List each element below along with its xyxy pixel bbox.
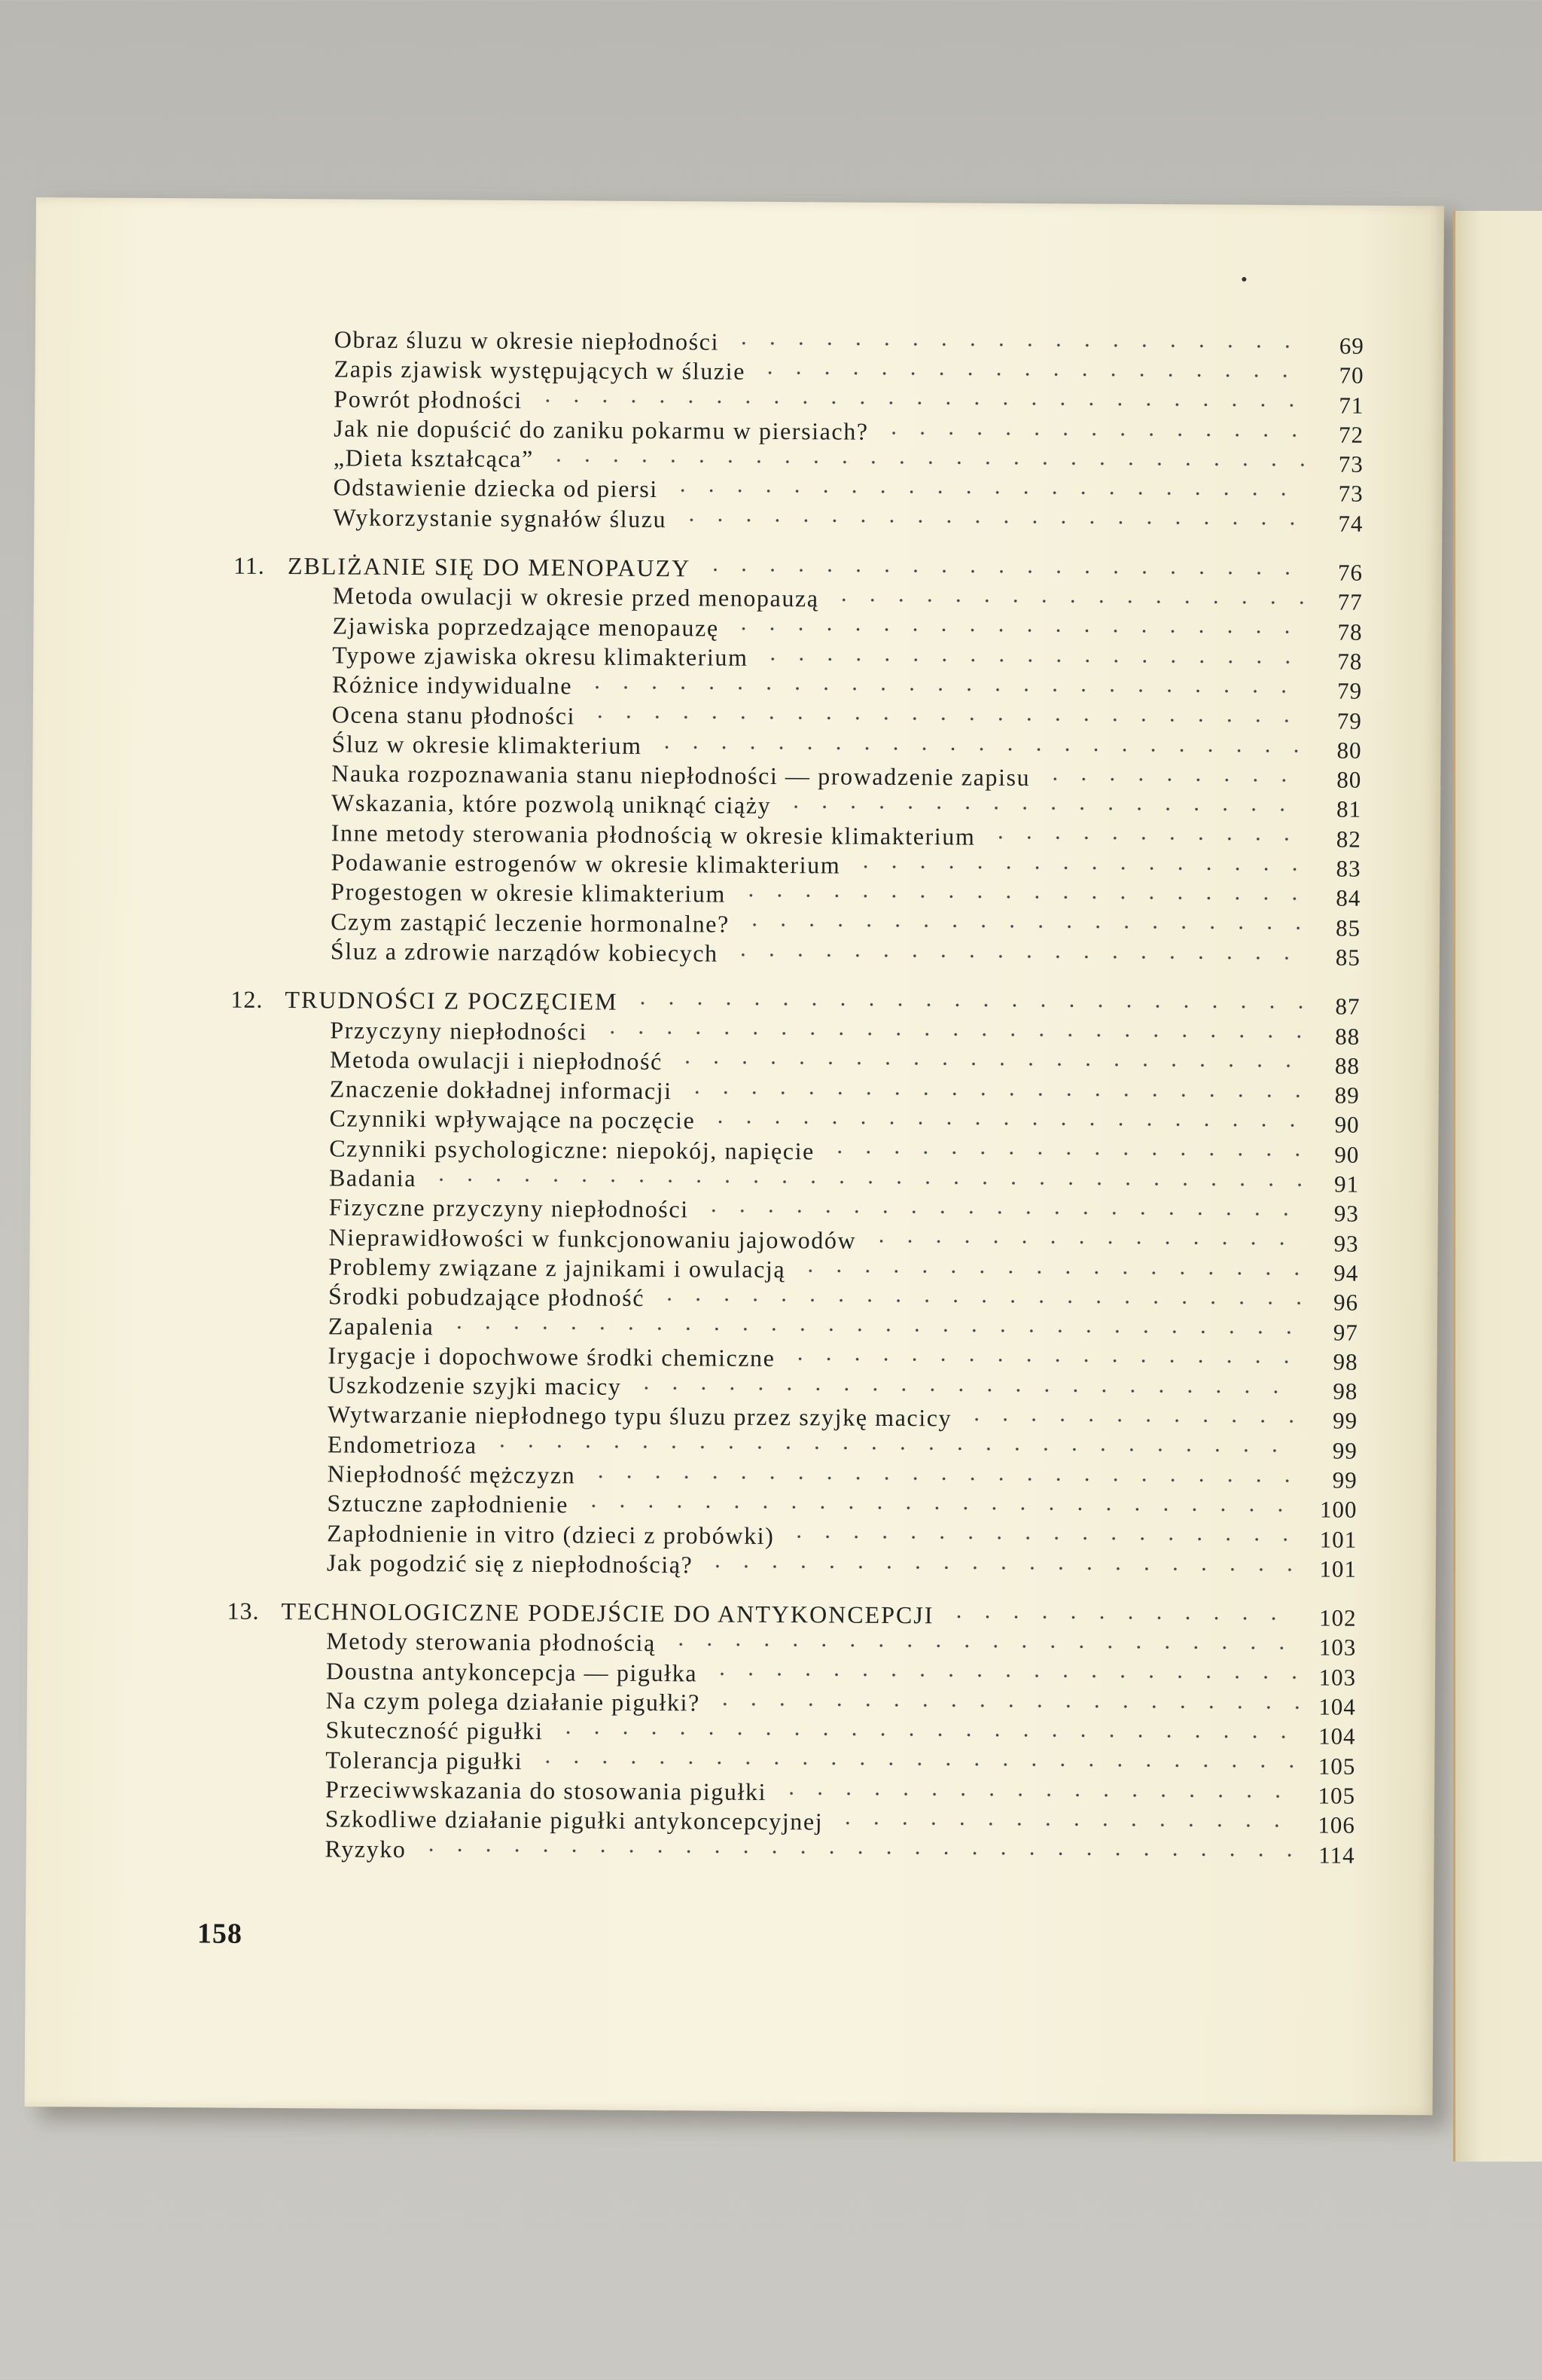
entry-title: Zapis zjawisk występujących w śluzie — [334, 355, 746, 386]
dot-leader — [583, 682, 1306, 696]
entry-page-number: 81 — [1336, 796, 1362, 823]
chapter-section — [227, 986, 1361, 1585]
entry-page-number: 84 — [1336, 884, 1361, 912]
entry-page-number: 90 — [1334, 1141, 1360, 1168]
dot-leader — [655, 1295, 1303, 1307]
table-of-contents — [225, 325, 1364, 1890]
entry-title: Irygacje i dopochwowe środki chemiczne — [328, 1341, 776, 1372]
entry-title: Zjawiska poprzedzające menopauzę — [332, 612, 719, 642]
chapter-number: 13. — [227, 1597, 260, 1625]
dot-leader — [628, 999, 1304, 1012]
entry-title: Sztuczne zapłodnienie — [327, 1489, 569, 1518]
dot-leader — [705, 1118, 1303, 1130]
dot-leader — [488, 1442, 1302, 1456]
entry-page-number: 96 — [1333, 1289, 1359, 1316]
ink-speck — [1242, 277, 1246, 282]
dot-leader — [867, 1237, 1303, 1249]
entry-page-number: 90 — [1334, 1111, 1360, 1139]
entry-title: Podawanie estrogenów w okresie klimakterium — [331, 848, 841, 879]
entry-title: Przeciwwskazania do stosowania pigułki — [325, 1775, 767, 1805]
chapter-section — [225, 1597, 1356, 1871]
entry-page-number: 99 — [1333, 1407, 1358, 1435]
entry-page-number: 102 — [1318, 1604, 1357, 1631]
entry-page-number: 70 — [1339, 362, 1364, 389]
dot-leader — [736, 891, 1306, 904]
dot-leader — [730, 624, 1307, 637]
entry-page-number: 80 — [1336, 766, 1362, 793]
dot-leader — [427, 1175, 1303, 1189]
entry-page-number: 106 — [1318, 1811, 1355, 1838]
entry-title: Inne metody sterowania płodnością w okresie klimakterium — [331, 819, 976, 850]
dot-leader — [699, 1206, 1303, 1219]
entry-title: Śluz a zdrowie narządów kobiecych — [330, 937, 718, 967]
page-number: 158 — [197, 1918, 243, 1950]
entry-page-number: 83 — [1336, 855, 1361, 882]
entry-page-number: 78 — [1337, 648, 1363, 675]
dot-leader — [701, 565, 1307, 578]
entry-title: „Dieta kształcąca” — [333, 444, 534, 473]
dot-leader — [632, 1384, 1302, 1396]
dot-leader — [416, 1845, 1299, 1860]
entry-title: Fizyczne przyczyny niepłodności — [328, 1193, 689, 1223]
entry-title: Uszkodzenie szyjki macicy — [328, 1371, 622, 1400]
dot-leader — [756, 368, 1309, 380]
dot-leader — [677, 516, 1307, 529]
entry-title: Badania — [328, 1164, 417, 1192]
chapter-number: 12. — [230, 985, 264, 1014]
dot-leader — [851, 862, 1305, 874]
dot-leader — [554, 1728, 1300, 1741]
entry-page-number: 79 — [1336, 677, 1363, 705]
toc-entry-row — [227, 1548, 1357, 1584]
dot-leader — [598, 1028, 1304, 1042]
toc-entry-row — [225, 1834, 1355, 1870]
dot-leader — [879, 428, 1309, 439]
dot-leader — [759, 654, 1307, 666]
entry-page-number: 73 — [1338, 450, 1364, 478]
entry-title: Czynniki psychologiczne: niepokój, napięcie — [329, 1134, 815, 1165]
entry-page-number: 79 — [1336, 707, 1362, 734]
entry-page-number: 88 — [1335, 1023, 1361, 1050]
chapter-section — [231, 552, 1363, 973]
dot-leader — [586, 1472, 1301, 1485]
entry-title: Metoda owulacji w okresie przed menopauzą — [332, 581, 819, 612]
entry-title: Nieprawidłowości w funkcjonowaniu jajowodów — [328, 1223, 857, 1254]
entry-page-number: 101 — [1319, 1555, 1358, 1582]
dot-leader — [533, 1757, 1300, 1771]
entry-page-number: 93 — [1333, 1200, 1359, 1228]
entry-title: Jak pogodzić się z niepłodnością? — [326, 1549, 693, 1579]
dot-leader — [711, 1699, 1300, 1712]
entry-title: Śluz w okresie klimakterium — [331, 730, 642, 759]
entry-title: Endometrioza — [327, 1430, 477, 1459]
chapter-number: 11. — [233, 551, 265, 579]
toc-continuation-section — [233, 325, 1364, 539]
dot-leader — [796, 1266, 1303, 1278]
entry-page-number: 105 — [1318, 1753, 1356, 1780]
dot-leader — [785, 1532, 1301, 1544]
dot-leader — [544, 456, 1308, 469]
entry-page-number: 114 — [1318, 1841, 1355, 1869]
entry-title: Problemy związane z jajnikami i owulacją — [328, 1253, 786, 1283]
dot-leader — [579, 1501, 1301, 1515]
entry-title: Odstawienie dziecka od piersi — [333, 473, 658, 503]
entry-title: Metoda owulacji i niepłodność — [329, 1045, 663, 1075]
entry-page-number: 74 — [1338, 510, 1364, 537]
entry-title: Znaczenie dokładnej informacji — [329, 1075, 672, 1105]
entry-title: Szkodliwe działanie pigułki antykoncepcyjnej — [325, 1805, 824, 1835]
entry-page-number: 76 — [1337, 559, 1364, 586]
dot-leader — [777, 1789, 1300, 1801]
entry-page-number: 91 — [1333, 1170, 1360, 1198]
entry-title: Wytwarzanie niepłodnego typu śluzu przez szyjkę macicy — [328, 1400, 952, 1432]
entry-title: Jak nie dopuścić do zaniku pokarmu w piersiach? — [334, 414, 869, 445]
entry-page-number: 88 — [1334, 1052, 1361, 1079]
entry-page-number: 69 — [1339, 332, 1364, 359]
entry-title: Tolerancja pigułki — [325, 1746, 523, 1774]
entry-title: Wykorzystanie sygnałów śluzu — [333, 503, 667, 532]
entry-title: Skuteczność pigułki — [325, 1716, 544, 1745]
toc-entry-row — [231, 937, 1361, 973]
dot-leader — [986, 833, 1305, 844]
entry-page-number: 73 — [1338, 481, 1364, 508]
dot-leader — [830, 595, 1307, 607]
dot-leader — [673, 1058, 1304, 1071]
entry-page-number: 101 — [1319, 1526, 1358, 1553]
entry-title: Na czym polega działanie pigułki? — [325, 1686, 700, 1716]
dot-leader — [669, 486, 1308, 499]
entry-title: Powrót płodności — [334, 385, 523, 413]
dot-leader — [944, 1612, 1300, 1623]
entry-page-number: 100 — [1319, 1496, 1358, 1524]
entry-title: Typowe zjawiska okresu klimakterium — [332, 641, 748, 671]
entry-title: Metody sterowania płodnością — [326, 1627, 657, 1657]
entry-title: Nauka rozpoznawania stanu niepłodności — prowadzenie zapisu — [331, 759, 1031, 792]
dot-leader — [730, 338, 1309, 351]
facing-page-edge — [1453, 211, 1542, 2162]
entry-page-number: 77 — [1337, 588, 1363, 616]
entry-title: Środki pobudzające płodność — [328, 1282, 645, 1312]
dot-leader — [833, 1818, 1300, 1830]
dot-leader — [782, 802, 1306, 814]
entry-page-number: 93 — [1333, 1230, 1359, 1257]
entry-title: Wskazania, które pozwolą uniknąć ciąży — [331, 789, 772, 819]
dot-leader — [729, 950, 1305, 963]
dot-leader — [533, 396, 1309, 410]
entry-page-number: 103 — [1318, 1664, 1357, 1691]
dot-leader — [825, 1148, 1303, 1160]
entry-page-number: 104 — [1318, 1693, 1356, 1720]
entry-title: Doustna antykoncepcja — pigułka — [325, 1657, 698, 1687]
dot-leader — [653, 743, 1306, 755]
entry-title: Progestogen w okresie klimakterium — [331, 877, 727, 908]
chapter-title: TRUDNOŚCI Z POCZĘCIEM — [285, 986, 618, 1015]
entry-title: Obraz śluzu w okresie niepłodności — [334, 325, 720, 355]
chapter-title: TECHNOLOGICZNE PODEJŚCIE DO ANTYKONCEPCJI — [281, 1597, 934, 1629]
entry-title: Niepłodność mężczyzn — [327, 1460, 576, 1489]
toc-entry-row — [233, 502, 1363, 539]
entry-page-number: 82 — [1336, 825, 1361, 853]
entry-page-number: 99 — [1332, 1466, 1358, 1494]
dot-leader — [683, 1088, 1304, 1100]
entry-page-number: 85 — [1335, 944, 1361, 971]
dot-leader — [666, 1640, 1300, 1652]
entry-page-number: 103 — [1318, 1634, 1357, 1661]
book-page — [25, 197, 1444, 2115]
entry-title: Zapłodnienie in vitro (dzieci z probówki) — [327, 1518, 775, 1549]
entry-title: Zapalenia — [328, 1311, 434, 1340]
dot-leader — [703, 1561, 1301, 1574]
entry-title: Ocena stanu płodności — [331, 700, 576, 729]
dot-leader — [1041, 774, 1306, 785]
entry-page-number: 78 — [1337, 618, 1363, 645]
dot-leader — [444, 1323, 1303, 1337]
entry-page-number: 71 — [1339, 392, 1364, 419]
entry-page-number: 80 — [1336, 737, 1362, 764]
entry-page-number: 72 — [1339, 421, 1364, 448]
dot-leader — [586, 712, 1306, 726]
dot-leader — [708, 1670, 1300, 1683]
entry-page-number: 98 — [1333, 1378, 1358, 1405]
dot-leader — [962, 1415, 1302, 1426]
entry-page-number: 99 — [1332, 1437, 1358, 1464]
dot-leader — [740, 920, 1305, 933]
entry-page-number: 94 — [1333, 1259, 1359, 1286]
entry-title: Przyczyny niepłodności — [330, 1015, 588, 1045]
entry-page-number: 104 — [1318, 1722, 1356, 1750]
entry-page-number: 97 — [1333, 1319, 1358, 1346]
entry-page-number: 105 — [1318, 1782, 1356, 1809]
entry-title: Czynniki wpływające na poczęcie — [329, 1104, 696, 1134]
dot-leader — [785, 1355, 1302, 1367]
entry-title: Różnice indywidualne — [331, 670, 573, 700]
entry-title: Czym zastąpić leczenie hormonalne? — [331, 908, 730, 938]
entry-page-number: 89 — [1334, 1082, 1360, 1109]
entry-page-number: 98 — [1333, 1348, 1358, 1375]
chapter-title: ZBLIŻANIE SIĘ DO MENOPAUZY — [287, 552, 691, 582]
entry-page-number: 87 — [1335, 993, 1361, 1020]
entry-page-number: 85 — [1336, 914, 1361, 941]
entry-title: Ryzyko — [325, 1834, 407, 1863]
